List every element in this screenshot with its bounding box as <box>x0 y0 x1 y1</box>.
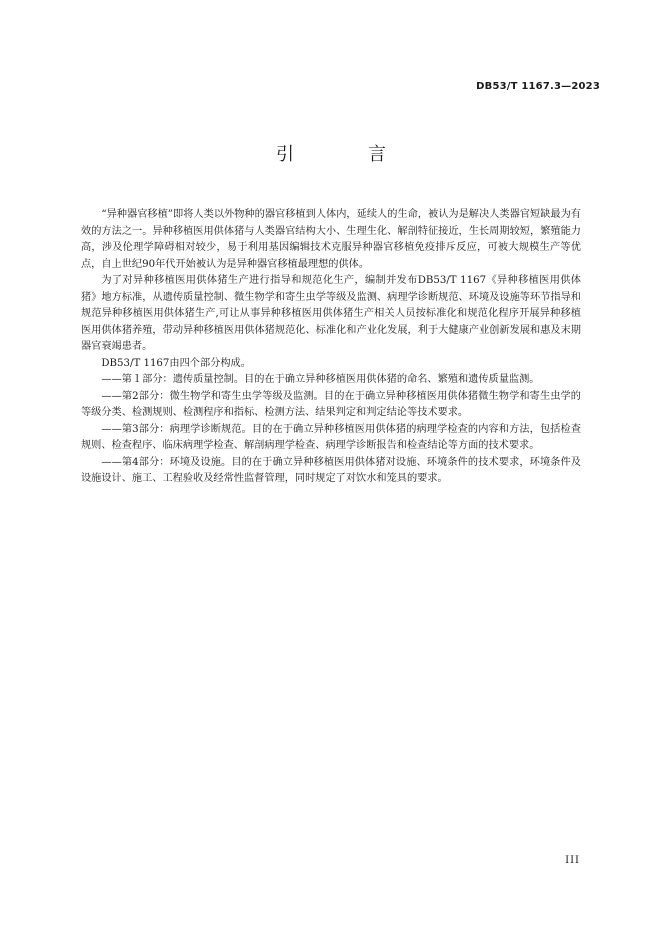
list-item-part-3: ——第3部分：病理学诊断规范。目的在于确立异种移植医用供体猪的病理学检查的内容和方法，包括检查规则、检查程序、临床病理学检查、解剖病理学检查、病理学诊断报告和检查结论等方面的技术要求。 <box>81 423 581 451</box>
list-item-part-1: ——第１部分：遗传质量控制。目的在于确立异种移植医用供体猪的命名、繁殖和遗传质量监测。 <box>101 374 540 385</box>
paragraph-structure: DB53/T 1167由四个部分构成。 <box>101 357 251 369</box>
page-title: 引 言 <box>276 144 414 165</box>
document-code: DB53/T 1167.3—2023 <box>476 81 600 92</box>
page-number: III <box>565 855 580 866</box>
body-text <box>81 207 581 488</box>
list-item-part-4: ——第4部分：环境及设施。目的在于确立异种移植医用供体猪对设施、环境条件的技术要求，环境条件及设施设计、施工、工程验收及经常性监督管理，同时规定了对饮水和笼具的要求。 <box>81 456 581 484</box>
paragraph-purpose: 为了对异种移植医用供体猪生产进行指导和规范化生产，编制并发布DB53/T 1167《异种移植医用供体猪》地方标准，从遗传质量控制、微生物学和寄生虫学等级及监测、病理学诊断规范、环境及设施等环节指导和规范异种移植医用供体猪生产,可让从事异种移植医用供体猪生产相关人员按标准化和规范化程序开展异种移植医用供体猪养殖，带动异种移植医用供体猪规范化、标准化和产业化发展，利于大健康产业创新发展和惠及末期器官衰竭患者。 <box>81 275 581 352</box>
list-item-part-2: ——第2部分：微生物学和寄生虫学等级及监测。目的在于确立异种移植医用供体猪微生物学和寄生虫学的等级分类、检测规则、检测程序和指标、检测方法、结果判定和判定结论等技术要求。 <box>81 390 581 418</box>
paragraph-intro: “异种器官移植”即将人类以外物种的器官移植到人体内，延续人的生命，被认为是解决人类器官短缺最为有效的方法之一。异种移植医用供体猪与人类器官结构大小、生理生化、解剖特征接近，生长周期较短，繁殖能力高，涉及伦理学障碍相对较少，易于利用基因编辑技术克服异种器官移植免疫排斥反应，可被大规模生产等优点，自上世纪90年代开始被认为是异种器官移植最理想的供体。 <box>81 209 581 270</box>
